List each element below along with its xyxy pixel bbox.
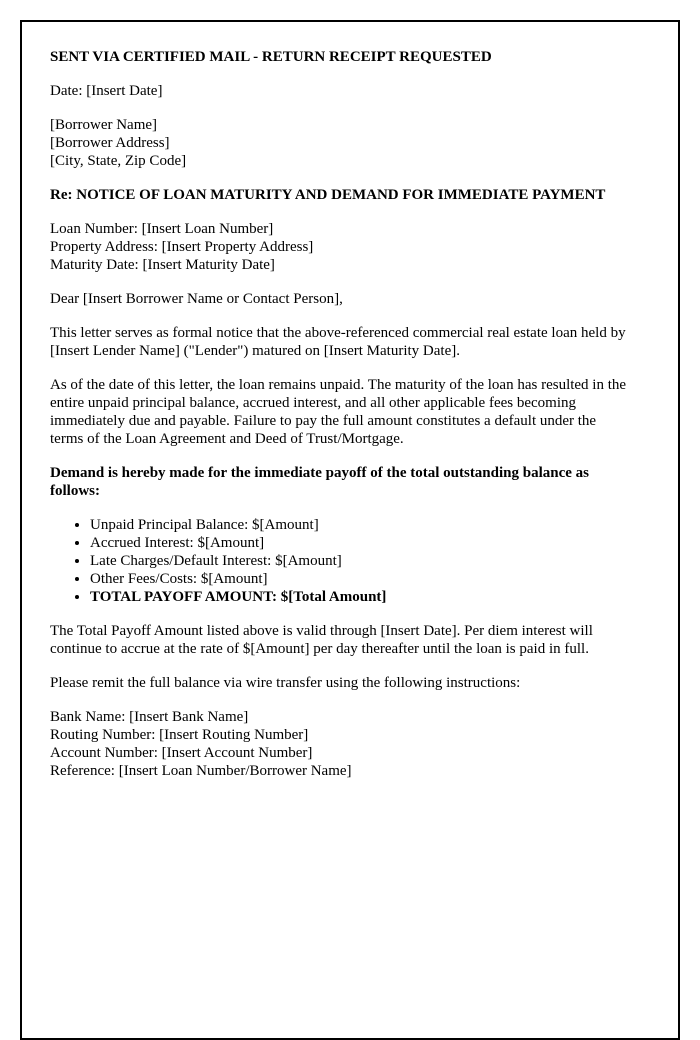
payoff-item-principal: • Unpaid Principal Balance: $[Amount]	[90, 516, 630, 534]
reference-line: Reference: [Insert Loan Number/Borrower Name]	[50, 763, 352, 779]
paragraph-validity-per-diem: The Total Payoff Amount listed above is valid through [Insert Date]. Per diem interest will continue to accrue at the rate of $[Amount] per day thereafter until the loan is paid in full.	[50, 623, 593, 657]
demand-heading: Demand is hereby made for the immediate payoff of the total outstanding balance as follows:	[50, 465, 590, 499]
loan-number-line: Loan Number: [Insert Loan Number]	[50, 221, 274, 237]
borrower-address-block	[50, 116, 630, 170]
date-line: Date: [Insert Date]	[50, 83, 163, 99]
payoff-item-other-fees: • Other Fees/Costs: $[Amount]	[90, 570, 630, 588]
borrower-city-state-zip-line: [City, State, Zip Code]	[50, 153, 187, 169]
re-subject-line: Re: NOTICE OF LOAN MATURITY AND DEMAND FOR IMMEDIATE PAYMENT	[50, 187, 606, 203]
paragraph-formal-notice: This letter serves as formal notice that the above-referenced commercial real estate loan held by [Insert Lender Name] ("Lender") matured on [Insert Maturity Date].	[50, 325, 626, 359]
payoff-item-total: • TOTAL PAYOFF AMOUNT: $[Total Amount]	[90, 588, 630, 606]
property-address-line: Property Address: [Insert Property Address]	[50, 239, 314, 255]
borrower-address-line: [Borrower Address]	[50, 135, 170, 151]
maturity-date-line: Maturity Date: [Insert Maturity Date]	[50, 257, 275, 273]
payoff-item-accrued-interest: • Accrued Interest: $[Amount]	[90, 534, 630, 552]
routing-number-line: Routing Number: [Insert Routing Number]	[50, 727, 309, 743]
wire-instructions-block	[50, 708, 630, 780]
payoff-item-late-charges: • Late Charges/Default Interest: $[Amount]	[90, 552, 630, 570]
payoff-list	[50, 516, 630, 606]
account-number-line: Account Number: [Insert Account Number]	[50, 745, 313, 761]
loan-maturity-demand-letter	[20, 20, 680, 1040]
bank-name-line: Bank Name: [Insert Bank Name]	[50, 709, 249, 725]
salutation: Dear [Insert Borrower Name or Contact Person],	[50, 291, 343, 307]
certified-mail-header: SENT VIA CERTIFIED MAIL - RETURN RECEIPT REQUESTED	[50, 49, 492, 65]
paragraph-remit-instructions: Please remit the full balance via wire transfer using the following instructions:	[50, 675, 521, 691]
paragraph-default-terms: As of the date of this letter, the loan remains unpaid. The maturity of the loan has resulted in the entire unpaid principal balance, accrued interest, and all other applicable fees becoming immediately due and payable. Failure to pay the full amount constitutes a default under the terms of the Loan Agreement and Deed of Trust/Mortgage.	[50, 377, 627, 447]
borrower-name-line: [Borrower Name]	[50, 117, 158, 133]
loan-info-block	[50, 220, 630, 274]
